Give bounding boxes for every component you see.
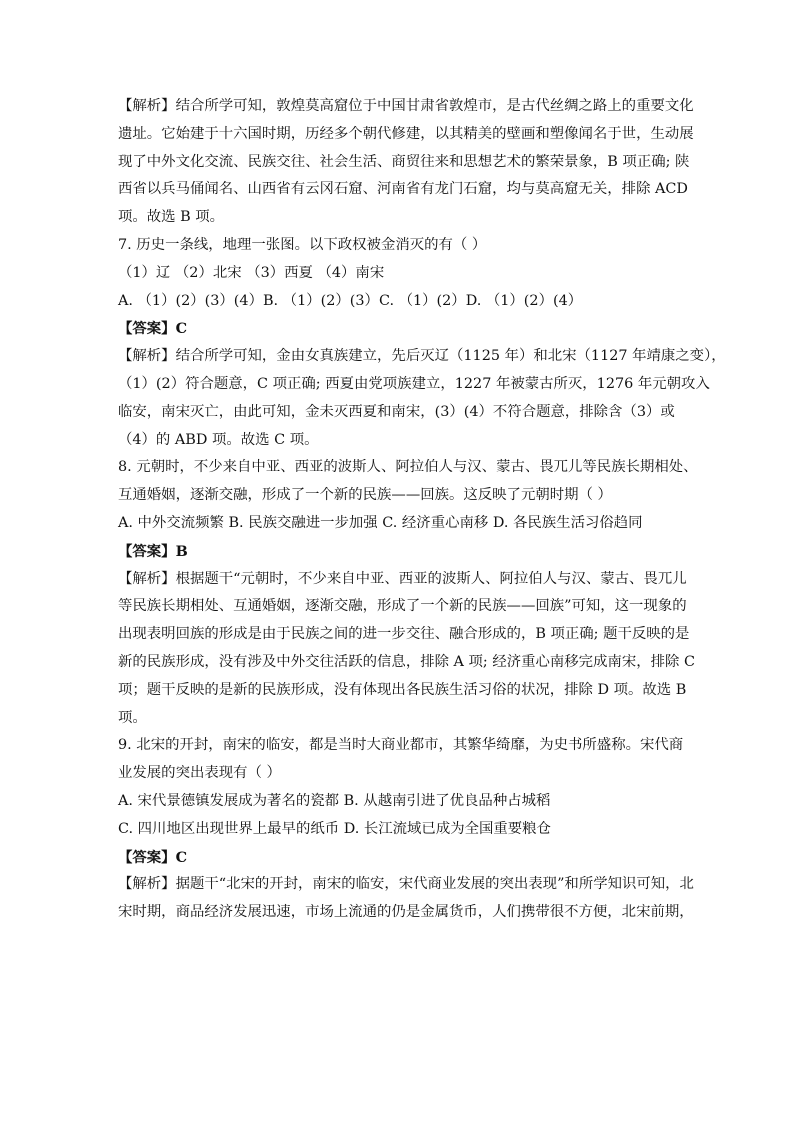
- text-line: （1）(2）符合题意，C 项正确; 西夏由党项族建立，1227 年被蒙古所灭，1276 年元朝攻入: [118, 375, 710, 392]
- text-line: 西省以兵马俑闻名、山西省有云冈石窟、河南省有龙门石窟，均与莫高窟无关，排除 ACD: [118, 181, 688, 198]
- question-8-options: A. 中外交流频繁 B. 民族交融进一步加强 C. 经济重心南移 D. 各民族生活习俗趋同: [118, 514, 643, 531]
- text-line: 出现表明回族的形成是由于民族之间的进一步交往、融合形成的，B 项正确; 题干反映的是: [118, 626, 690, 643]
- question-8: 互通婚姻，逐渐交融，形成了一个新的民族——回族。这反映了元朝时期（ ）: [118, 487, 612, 504]
- answer-9: 【答案】C: [118, 848, 188, 866]
- question-9: 9. 北宋的开封，南宋的临安，都是当时大商业都市，其繁华绮靡，为史书所盛称。宋代商: [118, 737, 684, 754]
- text-line: 等民族长期相处、互通婚姻，逐渐交融，形成了一个新的民族——回族”可知，这一现象的: [118, 598, 687, 615]
- document-text: [118, 93, 726, 927]
- question-9-option: C. 四川地区出现世界上最早的纸币 D. 长江流域已成为全国重要粮仓: [118, 820, 551, 837]
- question-9-option: A. 宋代景德镇发展成为著名的瓷都 B. 从越南引进了优良品种占城稻: [118, 792, 551, 809]
- question-7-options: A. （1）(2）(3）(4）B. （1）(2）(3）C. （1）(2）D. （1）(2）(4）: [118, 292, 583, 309]
- text-line: 临安，南宋灭亡，由此可知，金未灭西夏和南宋，(3）(4）不符合题意，排除含（3）或: [118, 403, 675, 420]
- question-8: 8. 元朝时，不少来自中亚、西亚的波斯人、阿拉伯人与汉、蒙古、畏兀儿等民族长期相处、: [118, 459, 698, 476]
- text-line: 【解析】结合所学可知，敦煌莫高窟位于中国甘肃省敦煌市，是古代丝绸之路上的重要文化: [118, 98, 694, 114]
- text-line: 现了中外文化交流、民族交往、社会生活、商贸往来和思想艺术的繁荣景象，B 项正确; 陕: [118, 153, 690, 170]
- text-line: 宋时期，商品经济发展迅速，市场上流通的仍是金属货币，人们携带很不方便，北宋前期，: [118, 904, 694, 921]
- text-line: 【解析】结合所学可知，金由女真族建立，先后灭辽（1125 年）和北宋（1127 年靖康之变），: [118, 348, 726, 365]
- text-line: 项。: [118, 709, 147, 726]
- text-line: 项；题干反映的是新的民族形成，没有体现出各民族生活习俗的状况，排除 D 项。故选 B: [118, 681, 687, 698]
- text-line: 新的民族形成，没有涉及中外交往活跃的信息，排除 A 项; 经济重心南移完成南宋，排除 C: [118, 653, 696, 670]
- question-9: 业发展的突出表现有（ ）: [118, 765, 281, 782]
- question-7: 7. 历史一条线，地理一张图。以下政权被金消灭的有（ ）: [118, 236, 487, 253]
- question-7-items: （1）辽 （2）北宋 （3）西夏 （4）南宋: [118, 264, 385, 281]
- answer-7: 【答案】C: [118, 320, 188, 338]
- answer-8: 【答案】B: [118, 542, 188, 560]
- text-line: 项。故选 B 项。: [118, 209, 225, 226]
- text-line: 【解析】据题干“北宋的开封，南宋的临安，宋代商业发展的突出表现”和所学知识可知，北: [118, 876, 694, 893]
- text-line: （4）的 ABD 项。故选 C 项。: [118, 431, 319, 448]
- text-line: 遗址。它始建于十六国时期，历经多个朝代修建，以其精美的壁画和塑像闻名于世，生动展: [118, 125, 694, 142]
- text-line: 【解析】根据题干“元朝时，不少来自中亚、西亚的波斯人、阿拉伯人与汉、蒙古、畏兀儿: [118, 570, 687, 587]
